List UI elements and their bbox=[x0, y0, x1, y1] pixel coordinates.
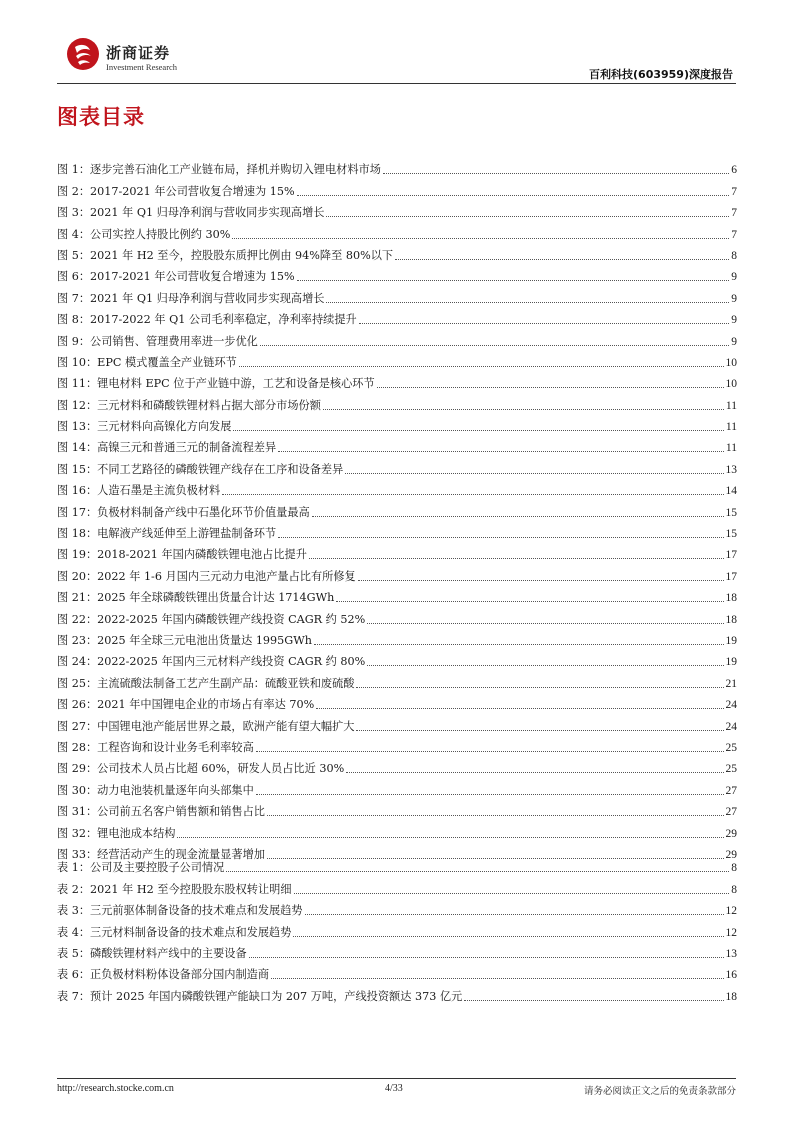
toc-entry-page: 18 bbox=[725, 592, 737, 605]
toc-entry-label: 图 24：2022-2025 年国内三元材料产线投资 CAGR 约 80% bbox=[57, 655, 366, 669]
dot-leader bbox=[305, 913, 724, 915]
toc-entry-label: 图 9：公司销售、管理费用率进一步优化 bbox=[57, 334, 258, 348]
toc-entry-label: 图 1：逐步完善石油化工产业链布局，择机并购切入锂电材料市场 bbox=[57, 163, 381, 177]
toc-entry-page: 14 bbox=[725, 485, 737, 498]
figure-list bbox=[57, 156, 737, 862]
toc-entry-page: 6 bbox=[731, 164, 737, 177]
dot-leader bbox=[367, 664, 723, 666]
toc-entry-label: 图 11：锂电材料 EPC 位于产业链中游，工艺和设备是核心环节 bbox=[57, 377, 375, 391]
toc-entry-page: 17 bbox=[725, 570, 737, 583]
dot-leader bbox=[297, 194, 730, 196]
table-list bbox=[57, 854, 737, 1004]
figure-toc-entry[interactable] bbox=[57, 391, 737, 412]
header-divider bbox=[57, 83, 736, 84]
toc-entry-label: 图 21：2025 年全球磷酸铁锂出货量合计达 1714GWh bbox=[57, 591, 335, 605]
figure-toc-entry[interactable] bbox=[57, 306, 737, 327]
dot-leader bbox=[293, 935, 723, 937]
figure-toc-entry[interactable] bbox=[57, 562, 737, 583]
toc-entry-page: 11 bbox=[725, 421, 737, 434]
toc-entry-page: 24 bbox=[725, 699, 737, 712]
toc-entry-label: 图 2：2017-2021 年公司营收复合增速为 15% bbox=[57, 184, 295, 198]
toc-entry-label: 图 13：三元材料向高镍化方向发展 bbox=[57, 420, 232, 434]
figure-toc-entry[interactable] bbox=[57, 798, 737, 819]
dot-leader bbox=[316, 707, 723, 709]
dot-leader bbox=[383, 172, 729, 174]
toc-entry-page: 19 bbox=[725, 656, 737, 669]
toc-entry-page: 13 bbox=[725, 947, 737, 960]
dot-leader bbox=[249, 956, 724, 958]
dot-leader bbox=[309, 557, 724, 559]
figure-toc-entry[interactable] bbox=[57, 605, 737, 626]
toc-entry-page: 18 bbox=[725, 613, 737, 626]
figure-toc-entry[interactable] bbox=[57, 520, 737, 541]
figure-toc-entry[interactable] bbox=[57, 434, 737, 455]
figure-toc-entry[interactable] bbox=[57, 498, 737, 519]
dot-leader bbox=[377, 386, 724, 388]
toc-entry-page: 10 bbox=[725, 378, 737, 391]
toc-entry-label: 表 4：三元材料制备设备的技术难点和发展趋势 bbox=[57, 925, 292, 939]
toc-entry-label: 图 30：动力电池装机量逐年向头部集中 bbox=[57, 783, 254, 797]
dot-leader bbox=[278, 536, 723, 538]
toc-entry-label: 图 23：2025 年全球三元电池出货量达 1995GWh bbox=[57, 633, 312, 647]
dot-leader bbox=[271, 977, 723, 979]
page-title: 图表目录 bbox=[57, 105, 145, 129]
toc-entry-label: 图 22：2022-2025 年国内磷酸铁锂产线投资 CAGR 约 52% bbox=[57, 612, 366, 626]
dot-leader bbox=[367, 622, 723, 624]
figure-toc-entry[interactable] bbox=[57, 627, 737, 648]
toc-entry-label: 图 5：2021 年 H2 至今，控股股东质押比例由 94%降至 80%以下 bbox=[57, 248, 394, 262]
toc-entry-page: 11 bbox=[725, 399, 737, 412]
figure-toc-entry[interactable] bbox=[57, 370, 737, 391]
dot-leader bbox=[345, 472, 723, 474]
figure-toc-entry[interactable] bbox=[57, 177, 737, 198]
footer-divider bbox=[57, 1078, 736, 1079]
toc-entry-label: 表 1：公司及主要控股子公司情况 bbox=[57, 861, 225, 875]
toc-entry-page: 27 bbox=[725, 784, 737, 797]
dot-leader bbox=[222, 493, 723, 495]
page-number: 4/33 bbox=[385, 1083, 403, 1094]
toc-entry-page: 15 bbox=[725, 506, 737, 519]
toc-entry-label: 图 14：高镍三元和普通三元的制备流程差异 bbox=[57, 441, 277, 455]
toc-entry-page: 12 bbox=[725, 905, 737, 918]
toc-entry-page: 25 bbox=[725, 741, 737, 754]
toc-entry-label: 图 18：电解液产线延伸至上游锂盐制备环节 bbox=[57, 527, 277, 541]
toc-entry-label: 图 32：锂电池成本结构 bbox=[57, 826, 176, 840]
dot-leader bbox=[294, 892, 730, 894]
toc-entry-label: 图 6：2017-2021 年公司营收复合增速为 15% bbox=[57, 270, 295, 284]
toc-entry-label: 图 31：公司前五名客户销售额和销售占比 bbox=[57, 805, 265, 819]
toc-entry-page: 12 bbox=[725, 926, 737, 939]
toc-entry-label: 图 29：公司技术人员占比超 60%，研发人员占比近 30% bbox=[57, 762, 345, 776]
figure-toc-entry[interactable] bbox=[57, 199, 737, 220]
toc-entry-label: 表 5：磷酸铁锂材料产线中的主要设备 bbox=[57, 946, 247, 960]
toc-entry-page: 27 bbox=[725, 806, 737, 819]
report-title: 百利科技(603959)深度报告 bbox=[589, 68, 733, 81]
dot-leader bbox=[260, 344, 729, 346]
toc-entry-page: 18 bbox=[725, 990, 737, 1003]
toc-entry-page: 8 bbox=[731, 249, 737, 262]
toc-entry-page: 25 bbox=[725, 763, 737, 776]
figure-toc-entry[interactable] bbox=[57, 327, 737, 348]
dot-leader bbox=[278, 450, 724, 452]
figure-toc-entry[interactable] bbox=[57, 263, 737, 284]
figure-toc-entry[interactable] bbox=[57, 584, 737, 605]
dot-leader bbox=[356, 729, 723, 731]
toc-entry-page: 8 bbox=[731, 862, 737, 875]
toc-entry-page: 7 bbox=[731, 185, 737, 198]
table-toc-entry[interactable] bbox=[57, 854, 737, 875]
toc-entry-label: 图 10：EPC 模式覆盖全产业链环节 bbox=[57, 355, 237, 369]
figure-toc-entry[interactable] bbox=[57, 349, 737, 370]
toc-entry-label: 图 19：2018-2021 年国内磷酸铁锂电池占比提升 bbox=[57, 548, 307, 562]
toc-entry-label: 图 8：2017-2022 年 Q1 公司毛利率稳定，净利率持续提升 bbox=[57, 313, 357, 327]
dot-leader bbox=[226, 870, 729, 872]
dot-leader bbox=[297, 279, 730, 281]
dot-leader bbox=[356, 686, 723, 688]
zheshang-logo-icon bbox=[66, 37, 100, 71]
toc-entry-label: 图 12：三元材料和磷酸铁锂材料占据大部分市场份额 bbox=[57, 398, 321, 412]
footer-disclaimer: 请务必阅读正文之后的免责条款部分 bbox=[583, 1086, 736, 1097]
toc-entry-page: 19 bbox=[725, 634, 737, 647]
toc-entry-label: 表 3：三元前驱体制备设备的技术难点和发展趋势 bbox=[57, 904, 303, 918]
figure-toc-entry[interactable] bbox=[57, 755, 737, 776]
toc-entry-page: 9 bbox=[731, 314, 737, 327]
toc-entry-page: 13 bbox=[725, 463, 737, 476]
table-toc-entry[interactable] bbox=[57, 982, 737, 1003]
logo-text-en: Investment Research bbox=[106, 62, 178, 72]
dot-leader bbox=[326, 301, 729, 303]
dot-leader bbox=[256, 750, 724, 752]
figure-toc-entry[interactable] bbox=[57, 734, 737, 755]
dot-leader bbox=[359, 322, 730, 324]
dot-leader bbox=[239, 365, 724, 367]
dot-leader bbox=[346, 771, 723, 773]
dot-leader bbox=[312, 515, 724, 517]
toc-entry-label: 图 20：2022 年 1-6 月国内三元动力电池产量占比有所修复 bbox=[57, 569, 356, 583]
toc-entry-label: 图 27：中国锂电池产能居世界之最，欧洲产能有望大幅扩大 bbox=[57, 719, 355, 733]
dot-leader bbox=[267, 814, 724, 816]
dot-leader bbox=[256, 793, 724, 795]
figure-toc-entry[interactable] bbox=[57, 455, 737, 476]
toc-entry-page: 24 bbox=[725, 720, 737, 733]
toc-entry-label: 表 2：2021 年 H2 至今控股股东股权转让明细 bbox=[57, 882, 292, 896]
toc-entry-page: 9 bbox=[731, 271, 737, 284]
toc-entry-page: 8 bbox=[731, 883, 737, 896]
toc-entry-label: 表 6：正负极材料粉体设备部分国内制造商 bbox=[57, 968, 270, 982]
table-toc-entry[interactable] bbox=[57, 875, 737, 896]
dot-leader bbox=[336, 600, 723, 602]
figure-toc-entry[interactable] bbox=[57, 242, 737, 263]
dot-leader bbox=[395, 258, 729, 260]
figure-toc-entry[interactable] bbox=[57, 648, 737, 669]
figure-toc-entry[interactable] bbox=[57, 156, 737, 177]
figure-toc-entry[interactable] bbox=[57, 712, 737, 733]
toc-entry-label: 图 33：经营活动产生的现金流量显著增加 bbox=[57, 847, 265, 861]
toc-entry-label: 图 26：2021 年中国锂电企业的市场占有率达 70% bbox=[57, 698, 315, 712]
figure-toc-entry[interactable] bbox=[57, 669, 737, 690]
toc-entry-label: 图 3：2021 年 Q1 归母净利润与营收同步实现高增长 bbox=[57, 206, 325, 220]
toc-entry-page: 9 bbox=[731, 292, 737, 305]
toc-entry-label: 图 7：2021 年 Q1 归母净利润与营收同步实现高增长 bbox=[57, 291, 325, 305]
toc-entry-page: 17 bbox=[725, 549, 737, 562]
dot-leader bbox=[464, 999, 723, 1001]
figure-toc-entry[interactable] bbox=[57, 477, 737, 498]
toc-entry-label: 图 16：人造石墨是主流负极材料 bbox=[57, 484, 221, 498]
figure-toc-entry[interactable] bbox=[57, 413, 737, 434]
toc-entry-page: 7 bbox=[731, 207, 737, 220]
figure-toc-entry[interactable] bbox=[57, 819, 737, 840]
toc-entry-label: 图 17：负极材料制备产线中石墨化环节价值量最高 bbox=[57, 505, 310, 519]
toc-entry-label: 图 15：不同工艺路径的磷酸铁锂产线存在工序和设备差异 bbox=[57, 462, 344, 476]
page-header bbox=[0, 0, 793, 85]
dot-leader bbox=[232, 237, 729, 239]
figure-toc-entry[interactable] bbox=[57, 284, 737, 305]
table-toc-entry[interactable] bbox=[57, 940, 737, 961]
toc-entry-page: 29 bbox=[725, 827, 737, 840]
table-toc-entry[interactable] bbox=[57, 961, 737, 982]
table-toc-entry[interactable] bbox=[57, 918, 737, 939]
dot-leader bbox=[323, 408, 724, 410]
figure-toc-entry[interactable] bbox=[57, 776, 737, 797]
dot-leader bbox=[233, 429, 724, 431]
figure-toc-entry[interactable] bbox=[57, 691, 737, 712]
toc-entry-label: 图 25：主流硫酸法制备工艺产生副产品：硫酸亚铁和废硫酸 bbox=[57, 676, 355, 690]
toc-entry-page: 9 bbox=[731, 335, 737, 348]
footer-url-link[interactable]: http://research.stocke.com.cn bbox=[57, 1083, 174, 1094]
toc-entry-page: 16 bbox=[725, 969, 737, 982]
dot-leader bbox=[314, 643, 724, 645]
toc-entry-label: 图 4：公司实控人持股比例约 30% bbox=[57, 227, 231, 241]
toc-entry-page: 15 bbox=[725, 528, 737, 541]
toc-entry-page: 11 bbox=[725, 442, 737, 455]
toc-entry-label: 表 7：预计 2025 年国内磷酸铁锂产能缺口为 207 万吨，产线投资额达 373 亿元 bbox=[57, 989, 463, 1003]
dot-leader bbox=[358, 579, 724, 581]
toc-entry-page: 29 bbox=[725, 848, 737, 861]
figure-toc-entry[interactable] bbox=[57, 541, 737, 562]
toc-entry-page: 7 bbox=[731, 228, 737, 241]
dot-leader bbox=[326, 215, 729, 217]
dot-leader bbox=[177, 836, 723, 838]
toc-entry-page: 10 bbox=[725, 356, 737, 369]
table-toc-entry[interactable] bbox=[57, 897, 737, 918]
logo-text-cn: 浙商证券 bbox=[106, 44, 171, 62]
toc-entry-label: 图 28：工程咨询和设计业务毛利率较高 bbox=[57, 740, 254, 754]
figure-toc-entry[interactable] bbox=[57, 220, 737, 241]
toc-entry-page: 21 bbox=[725, 677, 737, 690]
